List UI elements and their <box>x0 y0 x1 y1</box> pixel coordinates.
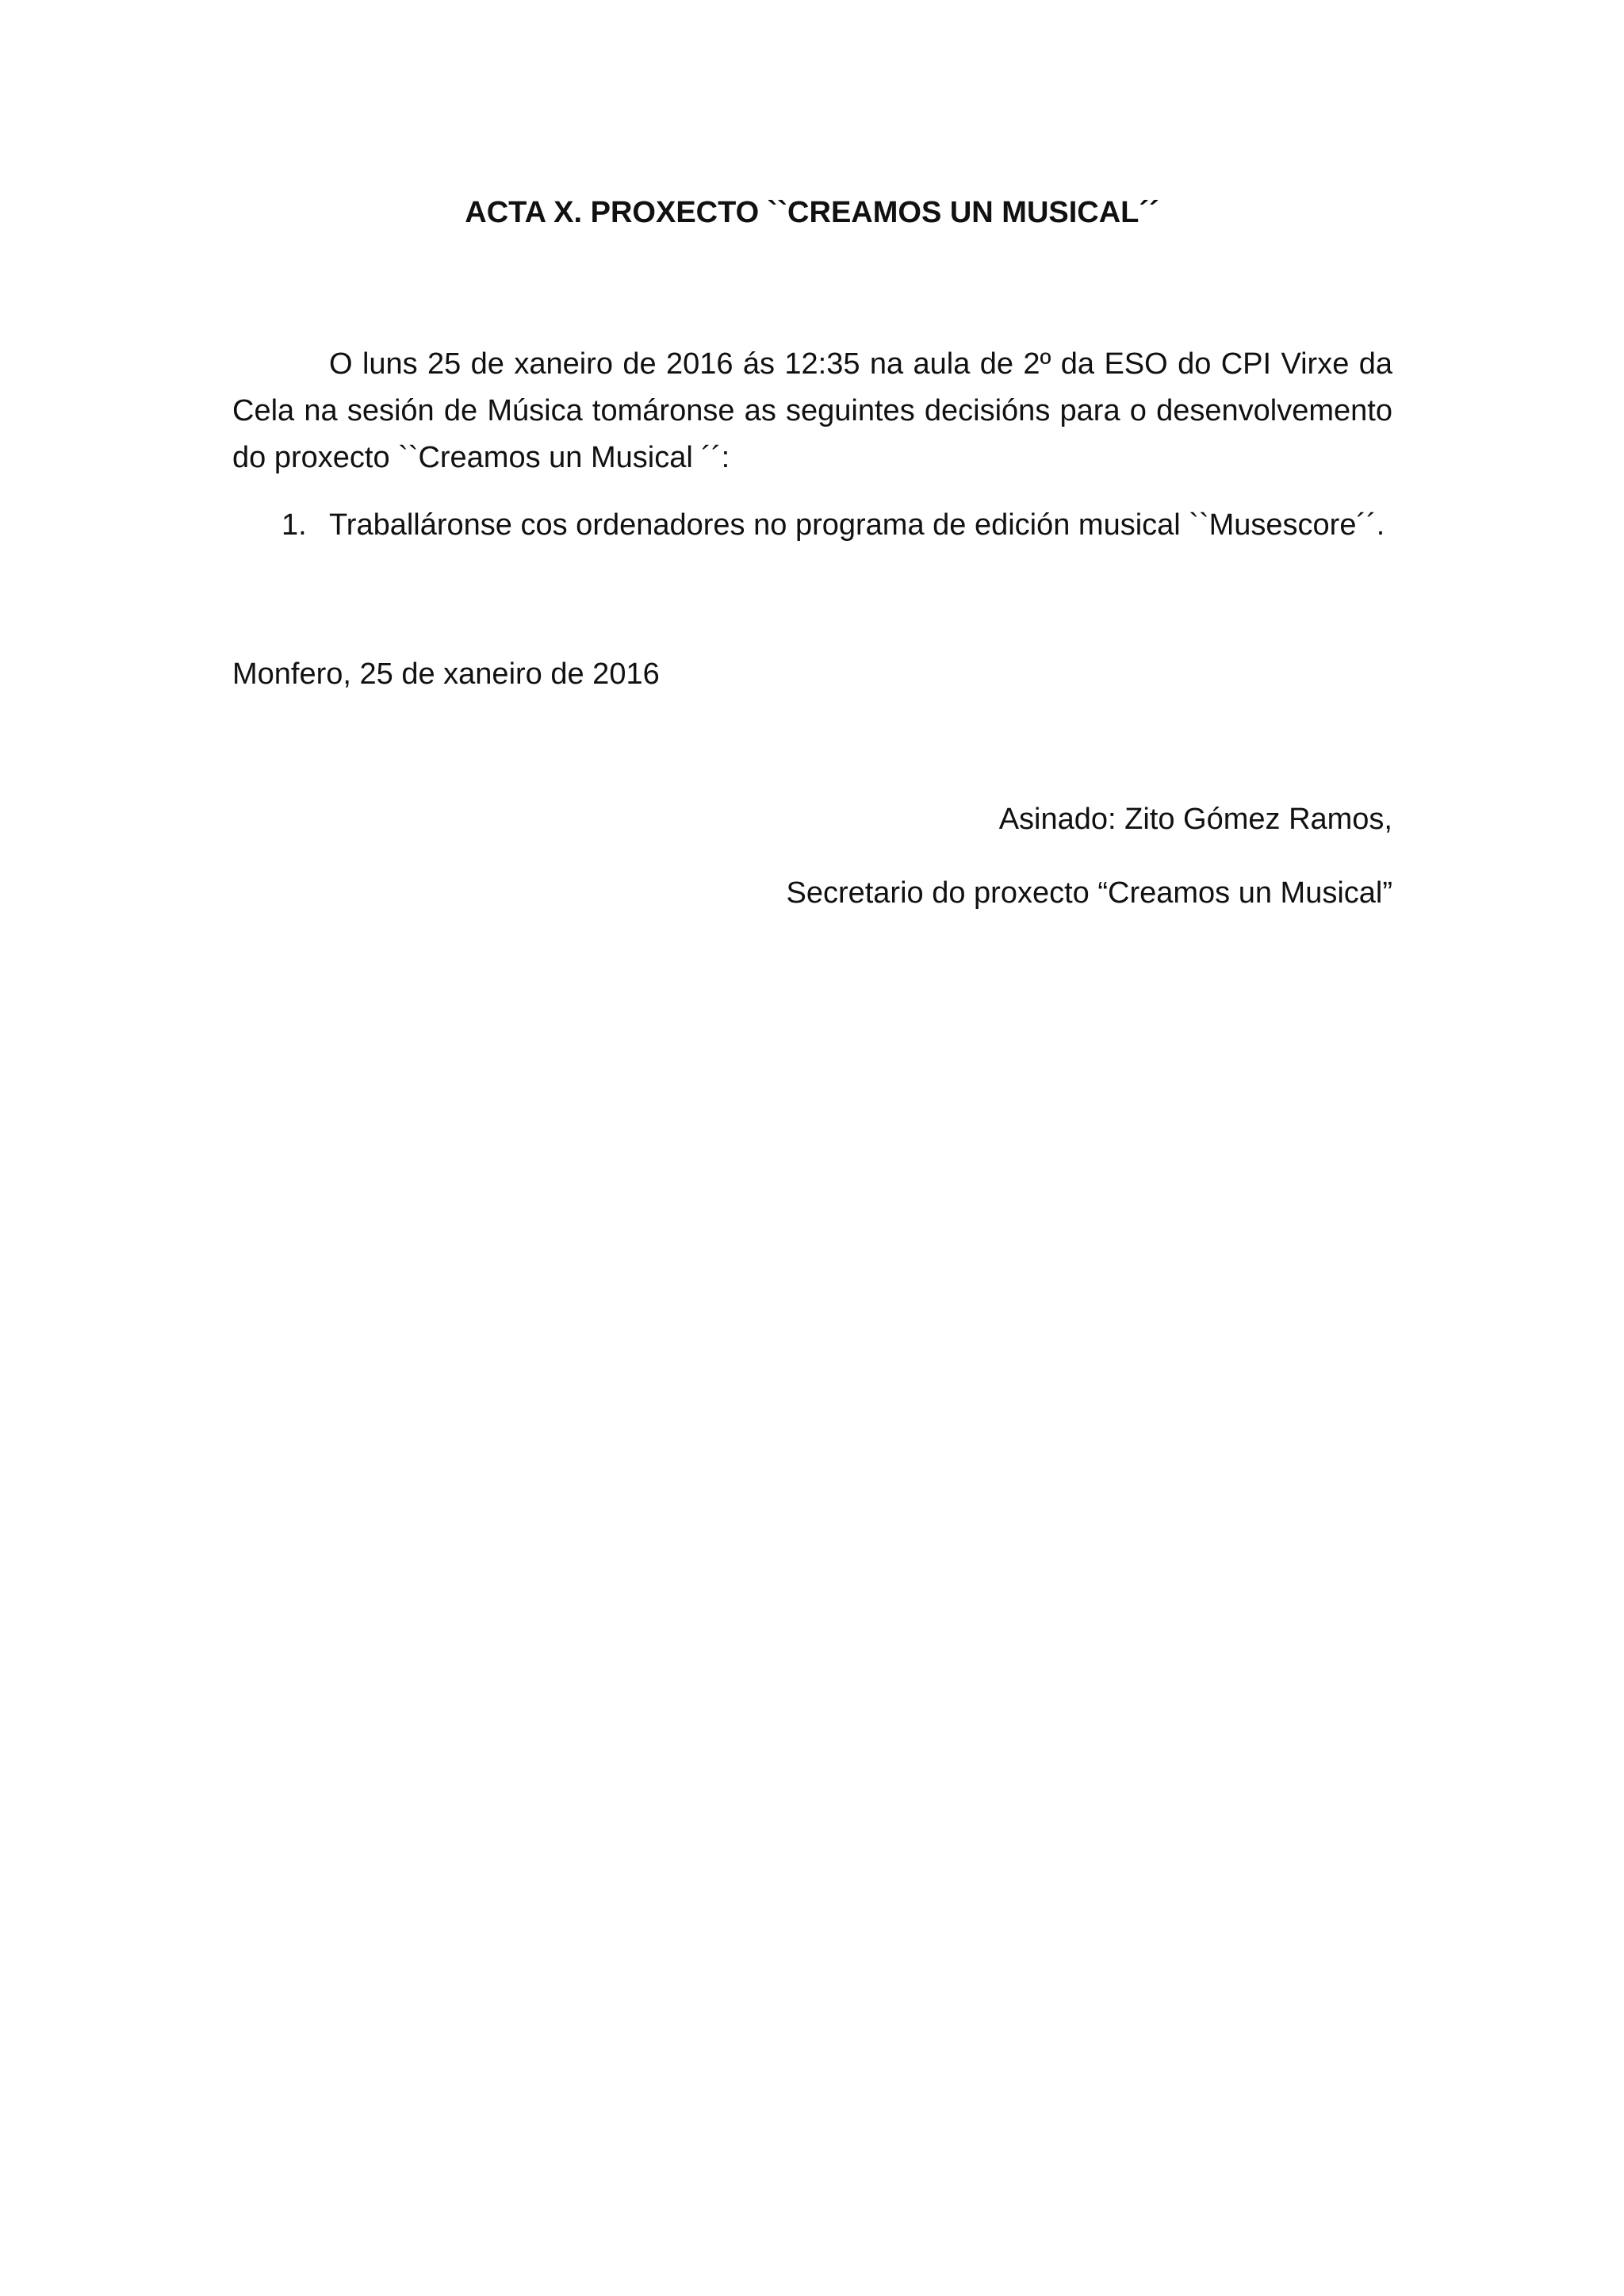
place-date: Monfero, 25 de xaneiro de 2016 <box>232 657 660 691</box>
list-item-text: Traballáronse cos ordenadores no programa de edición musical ``Musescore´´. <box>329 508 1385 542</box>
list-item-number: 1. <box>282 508 307 542</box>
signatory-role: Secretario do proxecto “Creamos un Musical” <box>786 876 1392 910</box>
signature-line: Asinado: Zito Gómez Ramos, <box>998 803 1392 836</box>
document-title: ACTA X. PROXECTO ``CREAMOS UN MUSICAL´´ <box>465 196 1159 229</box>
intro-paragraph: O luns 25 de xaneiro de 2016 ás 12:35 na aula de 2º da ESO do CPI Virxe da Cela na sesión de Música tomáronse as seguintes decisións para o desenvolvemento do proxecto ``Creamos un Musical ´´: <box>232 347 1392 474</box>
list-item <box>282 505 1408 545</box>
